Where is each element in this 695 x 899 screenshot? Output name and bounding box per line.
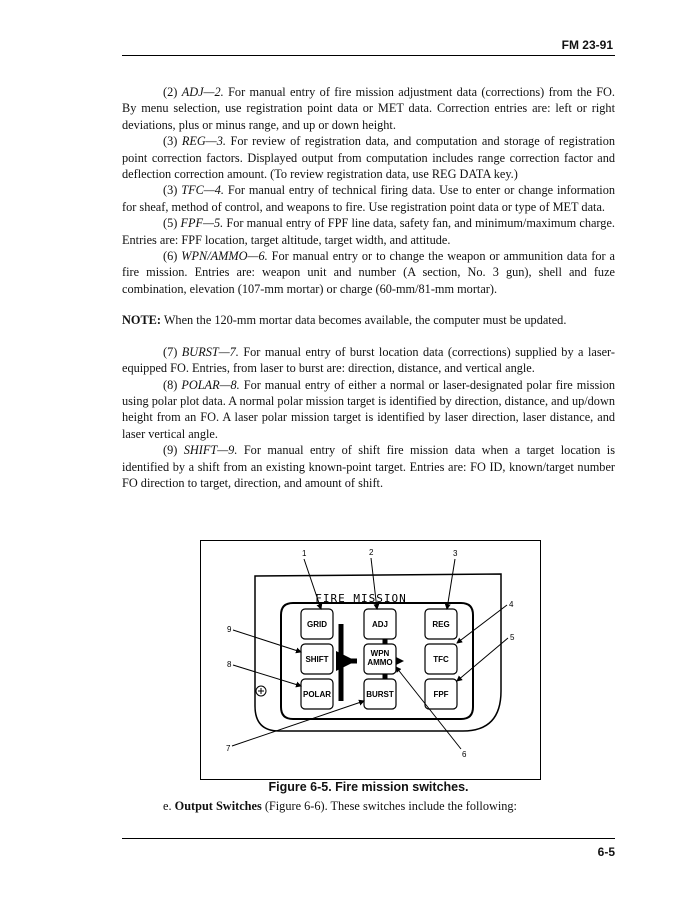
paragraph-tfc: (3) TFC—4. For manual entry of technical firing data. Use to enter or change information for sheaf, method of control, and weapons to fire. Use registration point data or type of MET data. xyxy=(122,183,616,214)
panel-title: FIRE MISSION xyxy=(315,592,407,605)
wpn-ammo-switch xyxy=(364,644,396,674)
callout-1: 1 xyxy=(302,549,307,558)
adj-switch xyxy=(364,609,396,639)
paragraph-shift: (9) SHIFT—9. For manual entry of shift fire mission data when a target location is identified by a shift from an existing known-point target. Entries are: FO ID, known/target number FO direction to target, direction, and amount of shift. xyxy=(122,443,615,490)
doc-id: FM 23-91 xyxy=(561,38,613,52)
paragraph-burst: (7) BURST—7. For manual entry of burst location data (corrections) supplied by a laser-equipped FO. Entries, from laser to burst are: direction, distance, and vertical angle. xyxy=(122,344,616,376)
paragraph-wpn-ammo: (6) WPN/AMMO—6. For manual entry or to change the weapon or ammunition data for a fire mission. Entries are: weapon unit and number (A section, No. 3 gun), shell and fuze combination, elevation (107-mm mortar) or charge (60-mm/81-mm mortar). xyxy=(122,249,615,296)
page-header xyxy=(122,38,615,58)
grid-switch xyxy=(301,609,333,639)
note-text: When the 120-mm mortar data becomes available, the computer must be updated. xyxy=(163,313,567,328)
fpf-switch xyxy=(425,679,457,709)
svg-text:SHIFT: SHIFT xyxy=(305,655,329,664)
callout-7: 7 xyxy=(226,744,231,753)
paragraph-adj: (2) ADJ—2. For manual entry of fire mission adjustment data (corrections) from the FO. By menu selection, use registration point data or MET data. Correction entries are: left or right deviations, plus or minus range, and up or down height. xyxy=(122,85,616,132)
page-number: 6-5 xyxy=(597,845,615,859)
output-switches-title: Output Switches xyxy=(174,799,262,813)
reg-switch xyxy=(425,609,457,639)
note-label: NOTE: xyxy=(122,313,161,328)
polar-switch xyxy=(301,679,333,709)
svg-text:TFC: TFC xyxy=(433,655,449,664)
svg-text:WPN: WPN xyxy=(370,649,390,658)
figure-caption: Figure 6-5. Fire mission switches. xyxy=(268,780,469,794)
callout-3: 3 xyxy=(453,549,458,558)
callout-4: 4 xyxy=(509,600,514,609)
callout-6: 6 xyxy=(462,750,467,759)
callout-5: 5 xyxy=(510,633,515,642)
svg-text:FPF: FPF xyxy=(433,690,449,699)
fire-mission-panel-drawing xyxy=(201,541,540,779)
shift-switch xyxy=(301,644,333,674)
note-paragraph xyxy=(122,312,615,328)
svg-text:REG: REG xyxy=(432,620,450,629)
paragraph-reg: (3) REG—3. For review of registration data, and computation and storage of registration point correction factors. Displayed output from computation includes range correction factor and deflection correction amount. (To review registration data, use REG DATA key.) xyxy=(122,134,615,182)
footer-rule xyxy=(122,838,615,839)
svg-text:ADJ: ADJ xyxy=(371,620,389,629)
paragraph-e: e. Output Switches (Figure 6-6). These switches include the following: xyxy=(163,799,517,813)
svg-text:GRID: GRID xyxy=(307,620,327,629)
callout-9: 9 xyxy=(227,625,232,634)
paragraph-polar: (8) POLAR—8. For manual entry of either a normal or laser-designated polar fire mission using polar plot data. A normal polar mission target is identified by direction, distance, and up/down height from an FO. A laser polar mission target is identified by laser direction, laser distance, and laser vertical angle. xyxy=(122,377,616,441)
screw-icon xyxy=(256,686,266,696)
svg-text:AMMO: AMMO xyxy=(367,658,393,667)
tfc-switch xyxy=(425,644,457,674)
figure-fire-mission-switches xyxy=(200,540,541,780)
burst-switch xyxy=(364,679,396,709)
paragraph-fpf: (5) FPF—5. For manual entry of FPF line data, safety fan, and minimum/maximum charge. Entries are: FPF location, target altitude, target width, and attitude. xyxy=(122,216,615,247)
callout-2: 2 xyxy=(369,548,374,557)
svg-text:BURST: BURST xyxy=(366,690,394,699)
header-rule xyxy=(122,55,615,56)
callout-8: 8 xyxy=(227,660,232,669)
svg-text:POLAR: POLAR xyxy=(303,690,331,699)
body-text xyxy=(122,84,615,491)
